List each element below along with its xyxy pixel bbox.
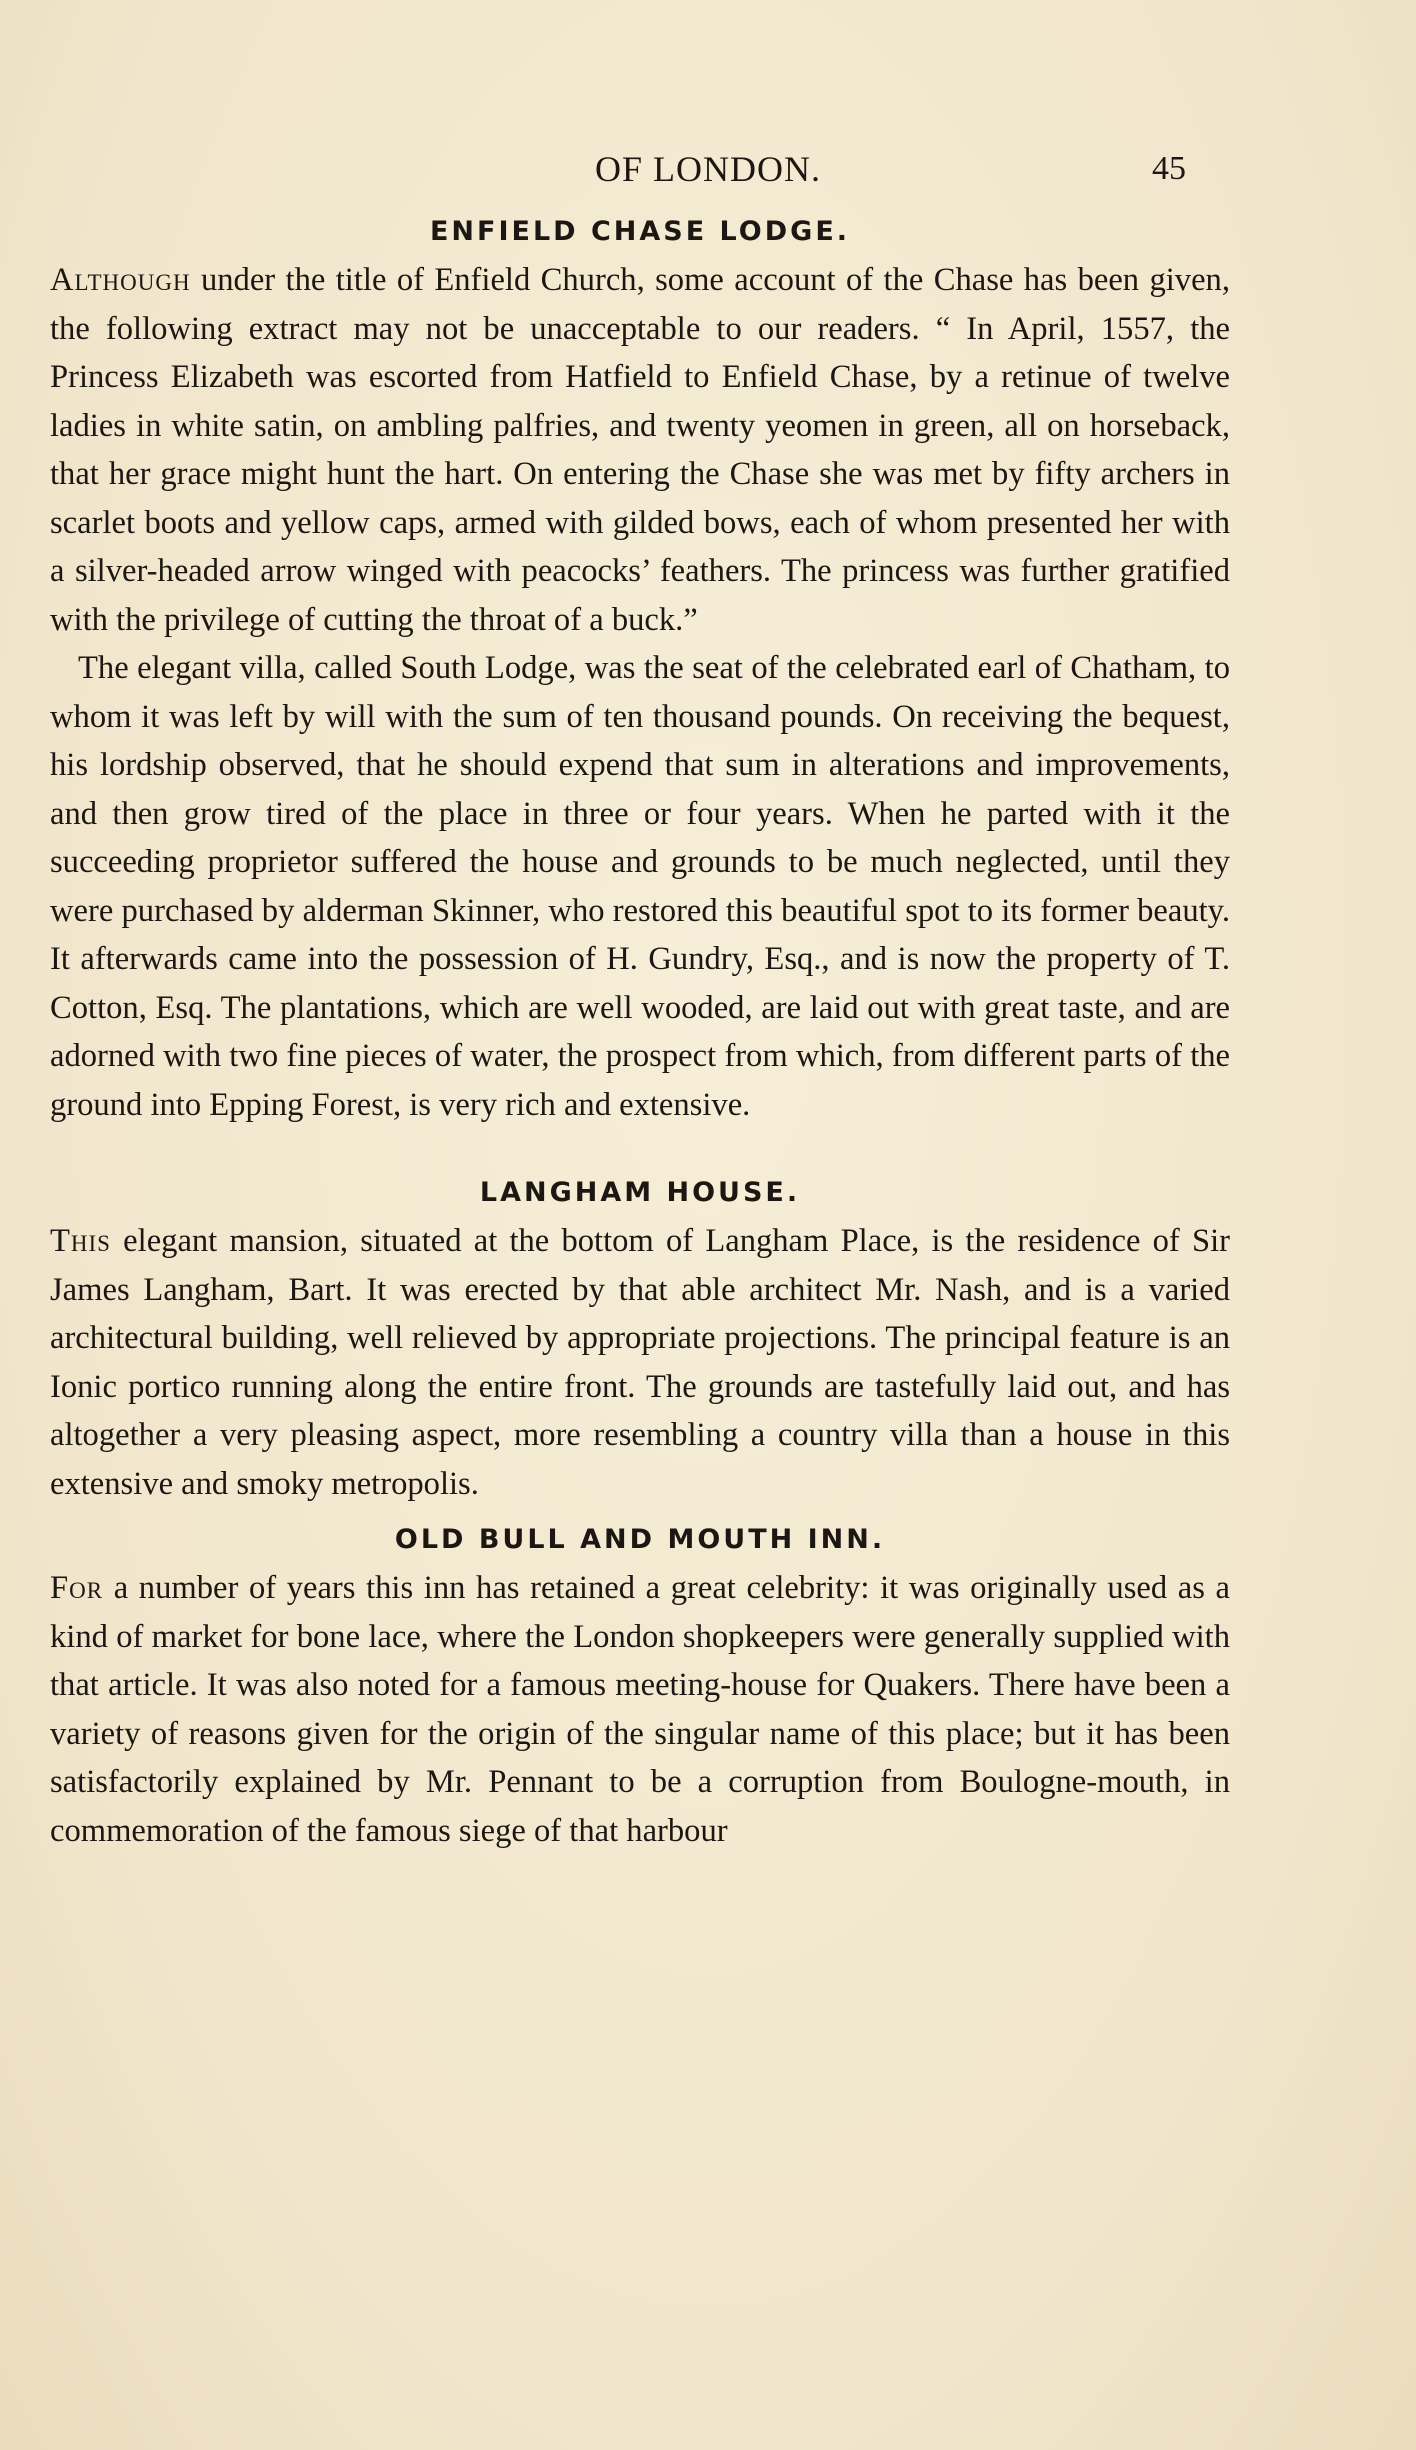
section-heading-enfield-chase-lodge: ENFIELD CHASE LODGE. (429, 216, 851, 247)
section-heading-old-bull-and-mouth-inn: OLD BULL AND MOUTH INN. (394, 1524, 886, 1555)
paragraph-text: under the title of Enfield Church, some account of the Chase has been given, the following extract may not be unacceptable to our readers. “ In April, 1557, the Princess Elizabeth was escorted from Hatfield to Enfield Chase, by a retinue of twelve ladies in white satin, on ambling palfries, and twenty yeomen in green, all on horseback, that her grace might hunt the hart. On entering the Chase she was met by fifty archers in scarlet boots and yellow caps, armed with gilded bows, each of whom presented her with a silver-headed arrow winged with peacocks’ feathers. The princess was further gratified with the privilege of cutting the throat of a buck.” (50, 262, 1230, 638)
paragraph-text: elegant mansion, situated at the bottom of Langham Place, is the residence of Sir James Langham, Bart. It was erected by that able architect Mr. Nash, and is a varied architectural building, well relieved by appropriate projections. The principal feature is an Ionic portico running along the entire front. The grounds are tastefully laid out, and has altogether a very pleasing aspect, more resembling a country villa than a house in this extensive and smoky metropolis. (50, 1223, 1230, 1502)
page-body (50, 208, 1230, 1855)
page-header (0, 148, 1416, 200)
page-number: 45 (1152, 150, 1186, 187)
paragraph (50, 256, 1230, 644)
paragraph-text: a number of years this inn has retained a great celebrity: it was originally used as a kind of market for bone lace, where the London shopkeepers were generally supplied with that article. It was also noted for a famous meeting-house for Quakers. There have been a variety of reasons given for the origin of the singular name of this place; but it has been satisfactorily explained by Mr. Pennant to be a corruption from Boulogne-mouth, in commemoration of the famous siege of that harbour (50, 1570, 1230, 1849)
running-head: OF LONDON. (595, 149, 821, 189)
section-heading-langham-house: LANGHAM HOUSE. (479, 1177, 801, 1208)
paragraph (50, 1217, 1230, 1508)
paragraph (50, 644, 1230, 1129)
paragraph-lead-word: Although (50, 262, 191, 298)
paragraph-text: The elegant villa, called South Lodge, was the seat of the celebrated earl of Chatham, to whom it was left by will with the sum of ten thousand pounds. On receiving the bequest, his lordship observed, that he should expend that sum in alterations and improvements, and then grow tired of the place in three or four years. When he parted with it the succeeding proprietor suffered the house and grounds to be much neglected, until they were purchased by alderman Skinner, who restored this beautiful spot to its former beauty. It afterwards came into the possession of H. Gundry, Esq., and is now the property of T. Cotton, Esq. The plantations, which are well wooded, are laid out with great taste, and are adorned with two fine pieces of water, the prospect from which, from different parts of the ground into Epping Forest, is very rich and extensive. (50, 650, 1230, 1123)
paragraph (50, 1564, 1230, 1855)
paragraph-lead-word: For (50, 1570, 104, 1606)
paragraph-lead-word: This (50, 1223, 111, 1259)
